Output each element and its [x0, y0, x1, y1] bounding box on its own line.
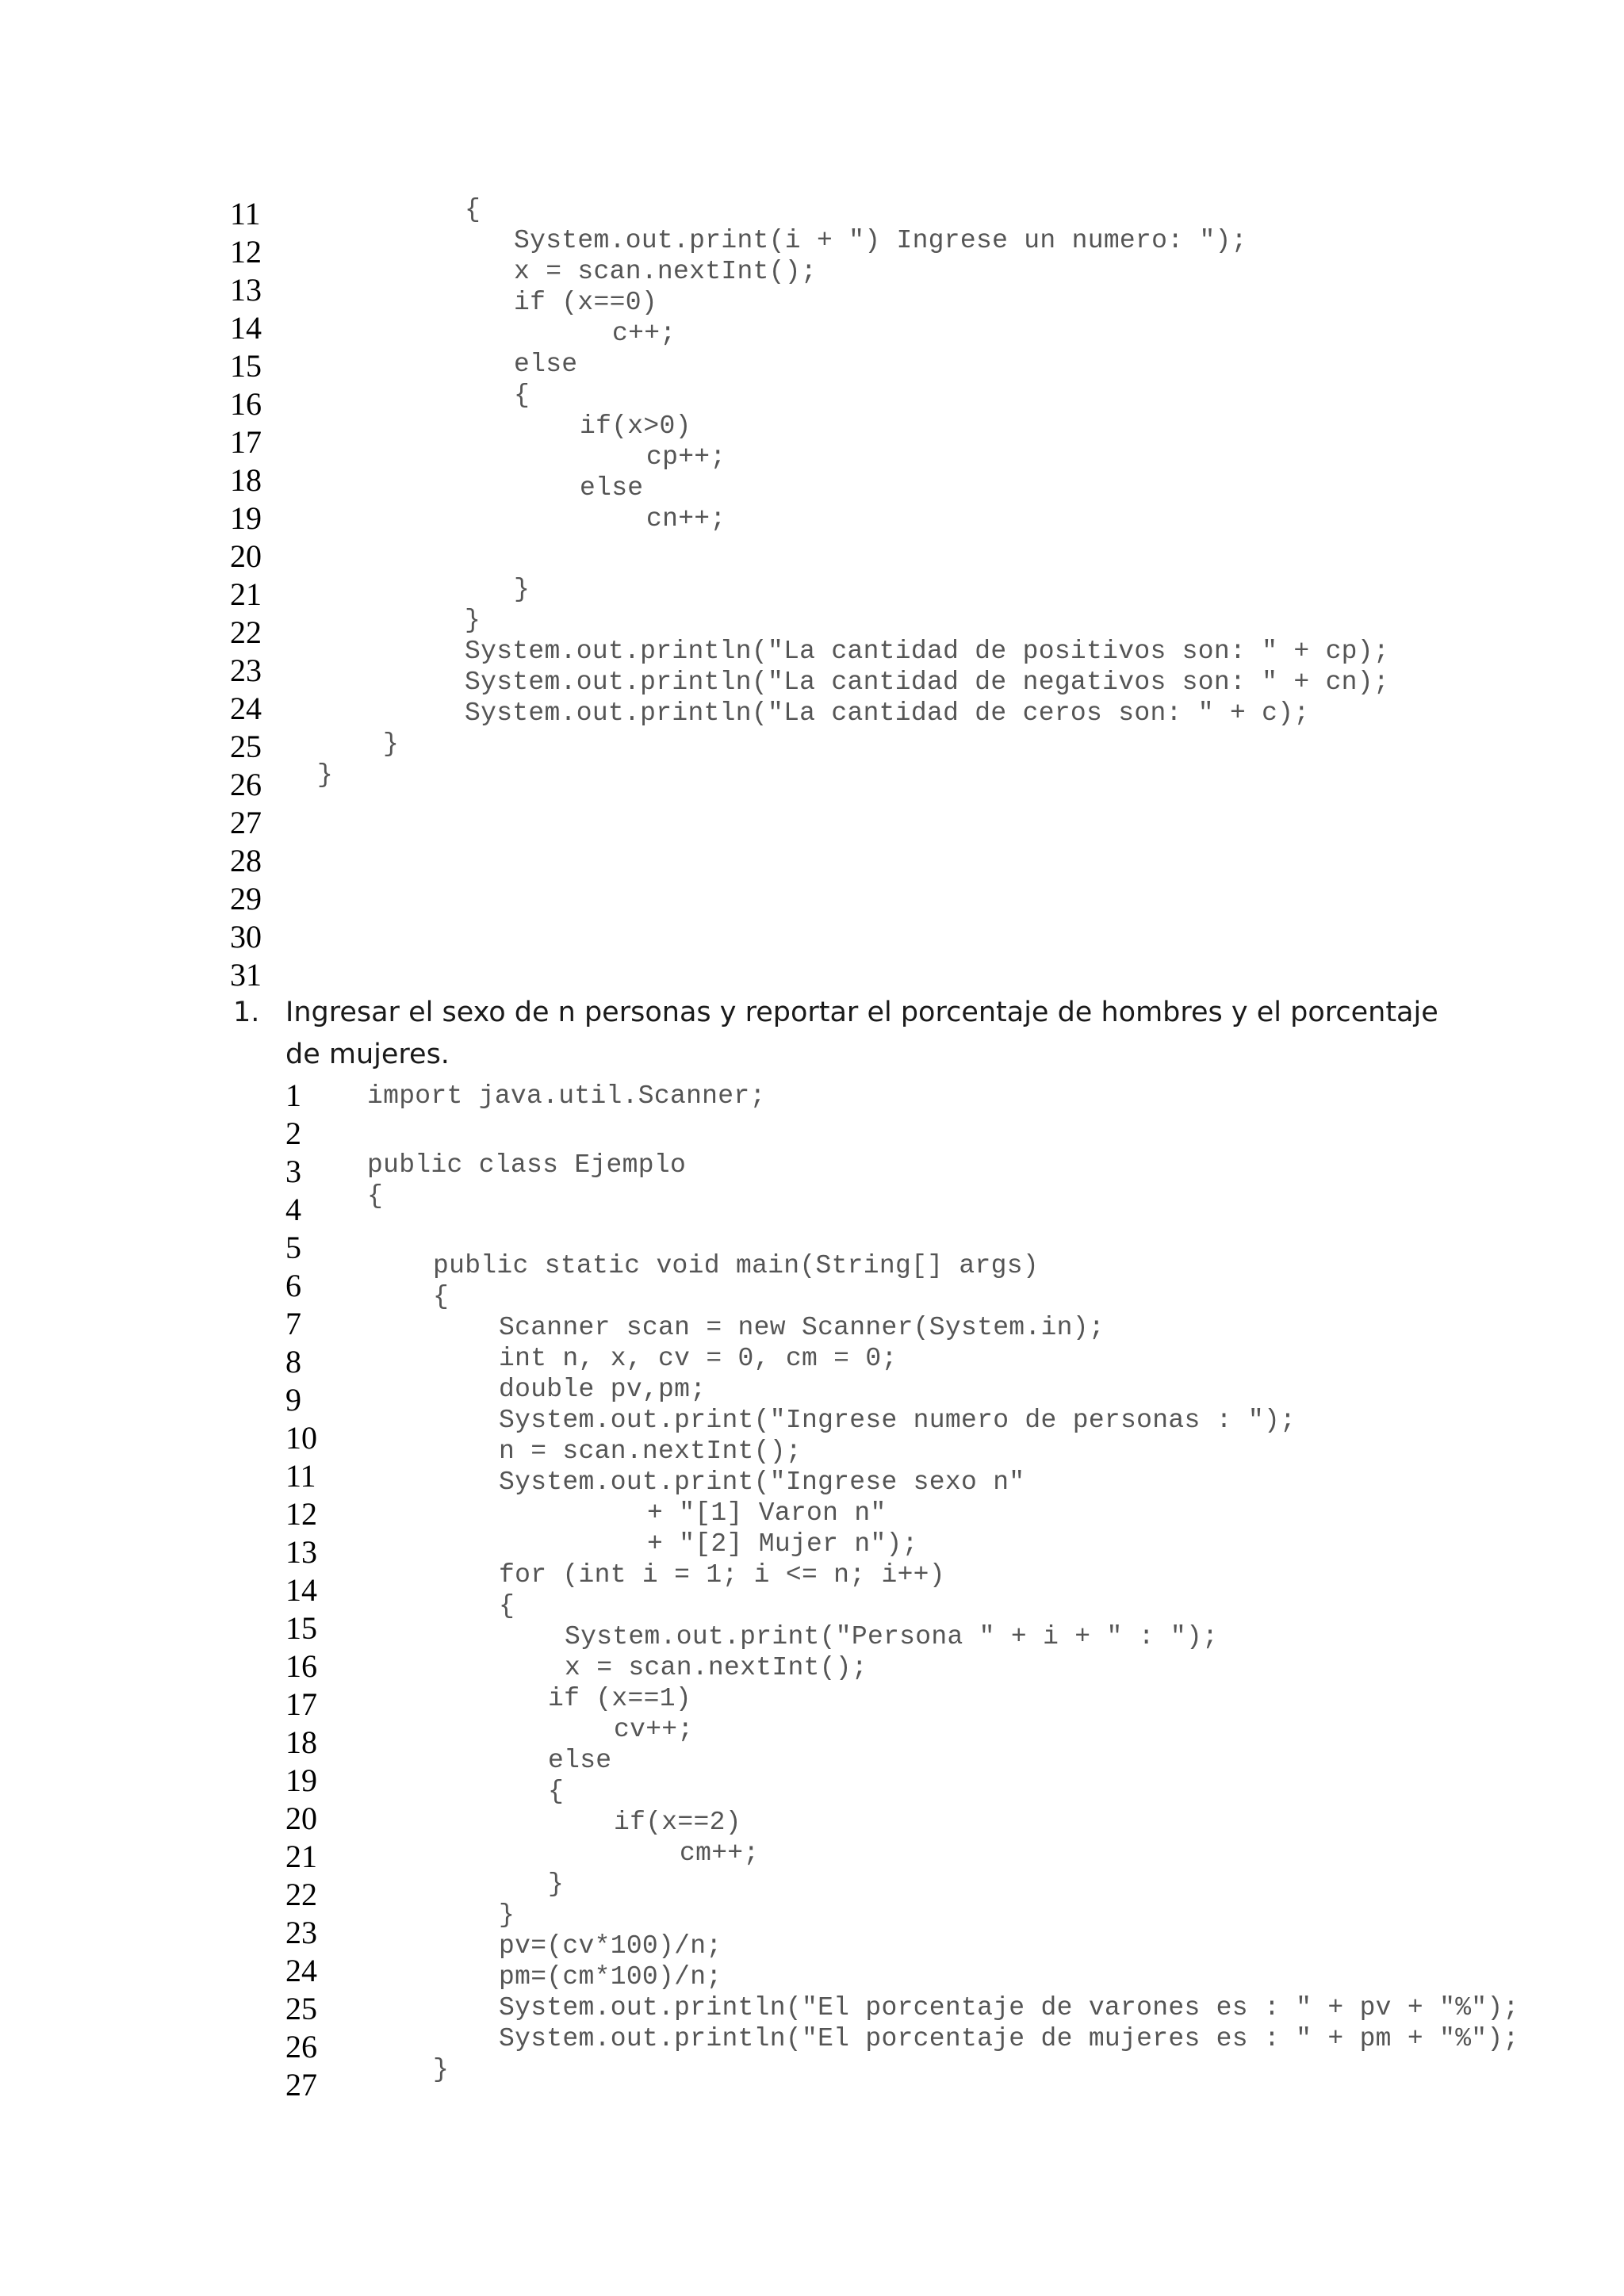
- code-line: {: [367, 1181, 384, 1211]
- line-number: 22: [230, 614, 262, 650]
- code-line: {: [514, 381, 530, 410]
- code-line: Scanner scan = new Scanner(System.in);: [499, 1313, 1105, 1342]
- code-line: int n, x, cv = 0, cm = 0;: [499, 1344, 898, 1373]
- line-number: 27: [285, 2067, 317, 2103]
- line-number: 29: [230, 881, 262, 916]
- code-line: else: [514, 350, 578, 379]
- code-line: cm++;: [680, 1839, 760, 1868]
- line-number: 12: [230, 234, 262, 270]
- code-line: pv=(cv*100)/n;: [499, 1931, 722, 1961]
- line-number: 22: [285, 1877, 317, 1912]
- code-line: else: [580, 473, 644, 503]
- code-line: }: [465, 606, 481, 635]
- code-line: if (x==1): [548, 1684, 691, 1713]
- code-line: x = scan.nextInt();: [514, 257, 817, 286]
- line-number: 16: [285, 1648, 317, 1684]
- line-number: 2: [285, 1115, 301, 1151]
- line-number: 16: [230, 386, 262, 422]
- code-line: pm=(cm*100)/n;: [499, 1962, 722, 1992]
- code-line: cn++;: [646, 504, 726, 534]
- line-number: 18: [285, 1724, 317, 1760]
- code-line: }: [433, 2055, 450, 2084]
- code-line: cv++;: [614, 1715, 694, 1744]
- line-number: 27: [230, 805, 262, 840]
- code-line: public static void main(String[] args): [433, 1251, 1039, 1280]
- line-number: 9: [285, 1382, 301, 1418]
- line-number: 15: [230, 348, 262, 384]
- line-number: 12: [285, 1496, 317, 1532]
- line-number: 1: [285, 1077, 301, 1113]
- line-number: 3: [285, 1154, 301, 1189]
- exercise-number: 1.: [233, 997, 260, 1028]
- code-line: {: [433, 1282, 450, 1311]
- line-number: 23: [230, 652, 262, 688]
- line-number: 11: [230, 196, 261, 232]
- code-line: if(x>0): [580, 411, 691, 441]
- code-line: public class Ejemplo: [367, 1150, 687, 1180]
- line-number: 26: [230, 767, 262, 802]
- code-line: }: [383, 729, 400, 759]
- code-line: System.out.println("El porcentaje de varones es : " + pv + "%");: [499, 1993, 1519, 2022]
- line-number: 19: [230, 500, 262, 536]
- code-line: {: [499, 1591, 515, 1621]
- exercise-text: Ingresar el sexo de n personas y reportar el porcentaje de hombres y el porcentaje: [285, 997, 1438, 1028]
- exercise-text: de mujeres.: [285, 1039, 450, 1070]
- code-line: System.out.println("El porcentaje de mujeres es : " + pm + "%");: [499, 2024, 1519, 2053]
- line-number: 6: [285, 1268, 301, 1303]
- line-number: 25: [285, 1991, 317, 2026]
- line-number: 17: [230, 424, 262, 460]
- line-number: 14: [285, 1572, 317, 1608]
- line-number: 23: [285, 1915, 317, 1950]
- code-line: System.out.println("La cantidad de negativos son: " + cn);: [465, 668, 1389, 697]
- line-number: 15: [285, 1610, 317, 1646]
- line-number: 21: [230, 576, 262, 612]
- line-number: 13: [230, 272, 262, 308]
- line-number: 8: [285, 1344, 301, 1380]
- code-line: c++;: [612, 319, 676, 348]
- code-line: for (int i = 1; i <= n; i++): [499, 1560, 945, 1590]
- code-line: }: [317, 760, 334, 790]
- code-line: else: [548, 1746, 612, 1775]
- code-line: }: [514, 575, 530, 604]
- code-line: double pv,pm;: [499, 1375, 707, 1404]
- code-line: System.out.print("Ingrese sexo n": [499, 1468, 1025, 1497]
- code-line: System.out.println("La cantidad de positivos son: " + cp);: [465, 637, 1389, 666]
- code-line: System.out.print(i + ") Ingrese un numero: ");: [514, 226, 1247, 255]
- code-line: + "[1] Varon n": [647, 1498, 887, 1528]
- code-line: x = scan.nextInt();: [565, 1653, 868, 1682]
- line-number: 17: [285, 1686, 317, 1722]
- line-number: 11: [285, 1458, 316, 1494]
- line-number: 25: [230, 729, 262, 764]
- code-line: System.out.println("La cantidad de ceros son: " + c);: [465, 698, 1310, 728]
- line-number: 20: [285, 1800, 317, 1836]
- line-number: 30: [230, 919, 262, 955]
- line-number: 24: [230, 691, 262, 726]
- line-number: 14: [230, 310, 262, 346]
- line-number: 10: [285, 1420, 317, 1456]
- line-number: 18: [230, 462, 262, 498]
- code-line: import java.util.Scanner;: [367, 1081, 766, 1111]
- line-number: 28: [230, 843, 262, 878]
- line-number: 26: [285, 2029, 317, 2064]
- line-number: 19: [285, 1762, 317, 1798]
- line-number: 24: [285, 1953, 317, 1988]
- code-line: System.out.print("Persona " + i + " : ");: [565, 1622, 1219, 1651]
- code-line: cp++;: [646, 442, 726, 472]
- code-line: {: [548, 1777, 565, 1806]
- code-line: n = scan.nextInt();: [499, 1437, 802, 1466]
- line-number: 20: [230, 538, 262, 574]
- line-number: 7: [285, 1306, 301, 1341]
- code-line: + "[2] Mujer n");: [647, 1529, 918, 1559]
- line-number: 21: [285, 1839, 317, 1874]
- line-number: 4: [285, 1192, 301, 1227]
- line-number: 31: [230, 957, 262, 993]
- code-line: System.out.print("Ingrese numero de personas : ");: [499, 1406, 1297, 1435]
- code-line: if (x==0): [514, 288, 657, 317]
- code-line: }: [548, 1869, 565, 1899]
- code-line: }: [499, 1900, 515, 1930]
- code-line: {: [465, 195, 481, 224]
- code-line: if(x==2): [614, 1808, 741, 1837]
- line-number: 5: [285, 1230, 301, 1265]
- line-number: 13: [285, 1534, 317, 1570]
